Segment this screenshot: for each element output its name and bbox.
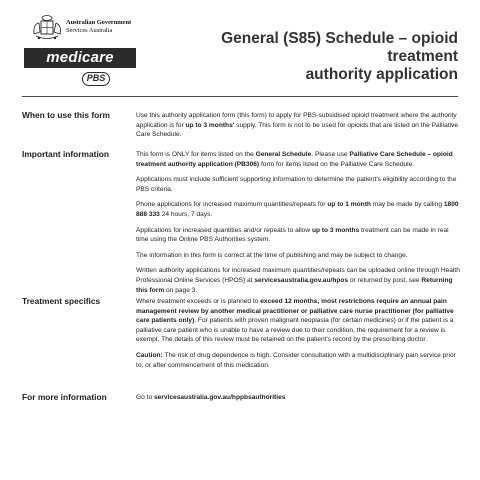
text: The risk of drug dependence is high. Consider consultation with a multidisciplinary pain service prior to, or after commencement of this medication. <box>136 351 456 369</box>
paragraph <box>136 150 460 169</box>
paragraph <box>136 297 460 345</box>
gov-line-2: Services Australia <box>66 27 113 34</box>
document-title <box>158 30 458 84</box>
text: Phone applications for increased maximum quantities/repeats for <box>136 201 328 209</box>
text: may be made by calling <box>370 201 444 209</box>
text: form for items listed on the Palliative Care Schedule. <box>259 160 415 168</box>
gov-line-1: Australian Government <box>66 19 132 26</box>
bold-text: servicesaustralia.gov.au/hppbsauthorities <box>153 394 286 401</box>
section-body-when-to-use <box>136 111 460 146</box>
paragraph <box>136 111 460 140</box>
section-label-important-information: Important information <box>22 149 110 159</box>
text: . For patients with proven malignant neoplasia (for certain medicines) or if the patient is a palliative care patient who is unable to have a review due to their condition, the requirement for a review is exempt. The details of this review must be retained on the patient's record by the prescribing doctor. <box>136 317 454 344</box>
bold-text: 1800 888 333 <box>136 201 459 218</box>
bold-text: up to 3 months' <box>185 121 235 129</box>
section-label-more-information: For more information <box>22 392 107 402</box>
paragraph <box>136 226 460 245</box>
bold-text: General Schedule <box>255 151 312 158</box>
title-line-2: authority application <box>305 66 458 83</box>
text: Applications for increased quantities and/or repeats to allow <box>136 226 312 234</box>
text: This form is ONLY for items listed on the <box>136 151 256 158</box>
text: supply. This form is not to be used for opioids that are listed on the Palliative Care Schedule. <box>136 121 459 139</box>
section-label-when-to-use: When to use this form <box>22 110 110 120</box>
text: . Please use <box>311 151 350 158</box>
document-header <box>0 0 480 96</box>
pbs-logo: PBS <box>82 72 110 86</box>
title-line-1: General (S85) Schedule – opioid treatment <box>221 30 458 65</box>
bold-text: up to 3 months <box>311 226 360 234</box>
paragraph <box>136 393 460 403</box>
bold-text: Returning this form <box>136 276 453 294</box>
coat-of-arms-icon <box>30 14 64 42</box>
text: 24 hours, 7 days. <box>159 210 213 218</box>
text: Written authority applications for increased maximum quantities/repeats can be uploaded online through Health Professional Online Services (HPOS) at <box>136 267 460 284</box>
text: Use this authority application form (this form) to apply for PBS-subsidised opioid treatment where the authority application is for <box>136 112 457 129</box>
bold-text: exceed 12 months, most restrictions require an annual pain management review by another medical practitioner or palliative care nurse practitioner (for palliative care patients only) <box>136 298 454 325</box>
paragraph <box>136 251 460 261</box>
section-body-important-information <box>136 150 460 301</box>
text: or returned by post, see <box>348 276 422 284</box>
text: on page 3. <box>164 286 198 294</box>
bold-text: servicesaustralia.gov.au/hpos <box>254 276 349 284</box>
government-wordmark <box>66 19 131 35</box>
text: The information in this form is correct at the time of publishing and may be subject to change. <box>136 251 408 259</box>
paragraph <box>136 351 460 370</box>
bold-text: Palliative Care Schedule – opioid treatment authority application (PB306) <box>136 151 453 168</box>
bold-text: up to 1 month <box>327 201 371 209</box>
text: Applications must include sufficient supporting information to determine the patient's eligibility according to the PBS criteria. <box>136 176 457 193</box>
text: Where treatment exceeds or is planned to <box>136 298 261 305</box>
bold-text: Caution: <box>136 351 163 359</box>
paragraph <box>136 266 460 295</box>
section-body-treatment-specifics <box>136 297 460 376</box>
medicare-logo: medicare <box>24 48 136 68</box>
paragraph <box>136 200 460 219</box>
text: treatment can be made in real time using the Online PBS Authorities system. <box>136 226 449 244</box>
text: Go to <box>136 394 154 401</box>
paragraph <box>136 175 460 194</box>
section-body-more-information <box>136 393 460 409</box>
section-label-treatment-specifics: Treatment specifics <box>22 296 101 306</box>
header-divider <box>22 96 458 97</box>
